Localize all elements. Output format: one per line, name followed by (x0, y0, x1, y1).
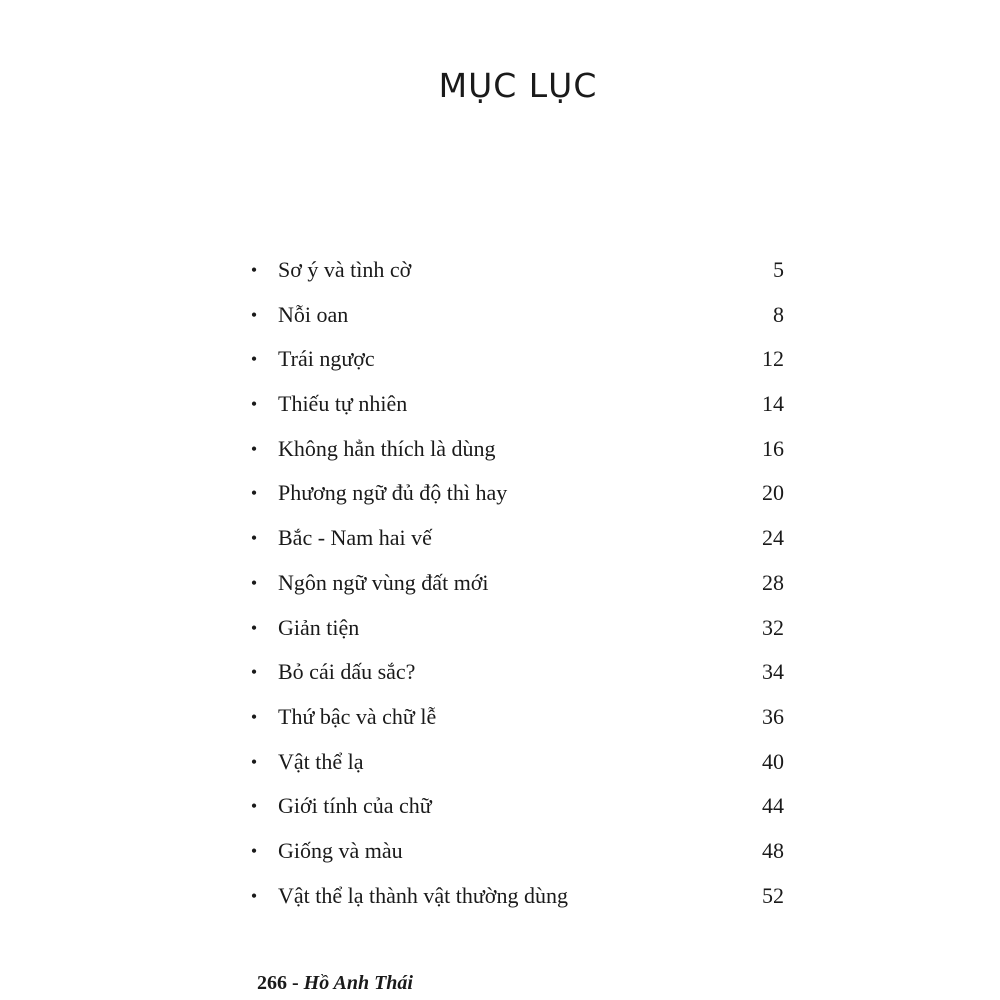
bullet-icon: • (250, 617, 258, 638)
toc-entry (248, 740, 784, 785)
toc-entry-title: Thiếu tự nhiên (278, 391, 408, 417)
toc-entry-page: 52 (762, 882, 784, 908)
bullet-icon: • (250, 349, 258, 370)
toc-entry-title: Trái ngược (278, 346, 375, 372)
toc-entry-page: 28 (762, 569, 784, 595)
toc-entry-title: Phương ngữ đủ độ thì hay (278, 480, 508, 506)
bullet-icon: • (250, 751, 258, 772)
toc-entry-page: 32 (762, 614, 784, 640)
toc-entry-title: Vật thể lạ thành vật thường dùng (278, 882, 568, 908)
bullet-icon: • (250, 706, 258, 727)
toc-entry-title: Bắc - Nam hai vế (278, 525, 432, 551)
toc-entry (248, 784, 784, 829)
toc-entry-title: Bỏ cái dấu sắc? (278, 659, 416, 685)
table-of-contents (248, 248, 784, 918)
toc-entry (248, 293, 784, 338)
toc-entry (248, 606, 784, 651)
toc-entry-page: 48 (762, 837, 784, 863)
bullet-icon: • (250, 260, 258, 280)
toc-entry (248, 471, 784, 516)
toc-entry-title: Nỗi oan (278, 301, 349, 327)
toc-entry-title: Sơ ý và tình cờ (278, 257, 412, 282)
toc-entry (248, 337, 784, 382)
toc-entry (248, 516, 784, 561)
toc-entry-page: 24 (762, 525, 784, 551)
bullet-icon: • (250, 840, 258, 861)
toc-entry (248, 650, 784, 695)
footer-page-number: 266 (257, 972, 287, 994)
toc-entry-title: Giới tính của chữ (278, 793, 432, 819)
toc-entry-page: 16 (762, 435, 784, 461)
toc-entry-page: 44 (762, 793, 784, 819)
toc-entry (248, 561, 784, 606)
toc-entry-page: 12 (762, 346, 784, 372)
toc-entry (248, 695, 784, 740)
bullet-icon: • (250, 796, 258, 817)
bullet-icon: • (250, 885, 258, 906)
toc-entry-page: 20 (762, 480, 784, 506)
toc-entry-page: 14 (762, 391, 784, 417)
bullet-icon: • (250, 438, 258, 459)
toc-entry (248, 248, 784, 293)
toc-entry-page: 36 (762, 703, 784, 729)
toc-entry (248, 874, 784, 919)
page-footer (257, 972, 413, 995)
toc-entry-page: 8 (773, 301, 784, 327)
toc-entry-title: Thứ bậc và chữ lễ (278, 703, 437, 729)
bullet-icon: • (250, 572, 258, 593)
toc-entry (248, 427, 784, 472)
toc-entry-title: Ngôn ngữ vùng đất mới (278, 569, 489, 595)
toc-entry (248, 829, 784, 874)
bullet-icon: • (250, 304, 258, 325)
toc-entry-page: 34 (762, 659, 784, 685)
toc-entry-title: Giống và màu (278, 837, 403, 863)
toc-entry-title: Giản tiện (278, 614, 360, 640)
toc-entry-title: Vật thể lạ (278, 748, 364, 774)
footer-separator: - (287, 972, 304, 994)
toc-entry-title: Không hẳn thích là dùng (278, 435, 496, 461)
bullet-icon: • (250, 528, 258, 549)
toc-entry (248, 382, 784, 427)
page-title: MỤC LỤC (438, 66, 598, 105)
footer-author: Hồ Anh Thái (303, 972, 413, 994)
toc-entry-page: 40 (762, 748, 784, 774)
bullet-icon: • (250, 394, 258, 415)
bullet-icon: • (250, 662, 258, 683)
toc-entry-page: 5 (773, 257, 784, 282)
bullet-icon: • (250, 483, 258, 504)
